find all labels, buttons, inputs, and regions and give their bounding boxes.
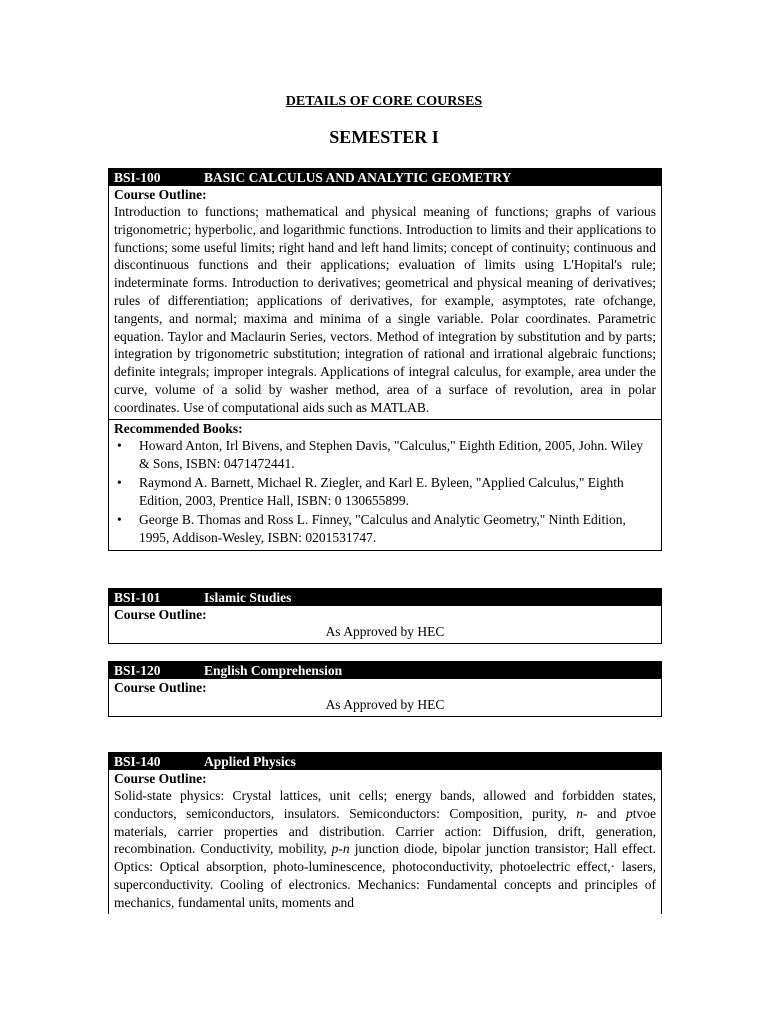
book-text: Howard Anton, Irl Bivens, and Stephen Davis, "Calculus," Eighth Edition, 2005, John. Wiley & Sons, ISBN: 0471472441. bbox=[139, 437, 644, 472]
course-outline-section bbox=[109, 606, 661, 643]
course-outline-label: Course Outline: bbox=[114, 680, 207, 695]
list-item bbox=[114, 474, 656, 511]
bullet-icon: • bbox=[117, 437, 122, 453]
outline-text-part: Solid-state physics: Crystal lattices, unit cells; energy bands, allowed and forbidden states, conductors, semiconductors, insulators. Semiconductors: Composition, purity, bbox=[114, 788, 656, 821]
course-name: Applied Physics bbox=[204, 754, 296, 769]
course-outline-label: Course Outline: bbox=[114, 607, 207, 622]
course-name: BASIC CALCULUS AND ANALYTIC GEOMETRY bbox=[204, 170, 512, 185]
outline-text-part: - and bbox=[582, 805, 626, 821]
outline-text-part: tvoe materials, carrier properties and distribution. Carrier action: Diffusion, drift, generation, recombination. Conductivity, mobility, bbox=[114, 805, 656, 857]
list-item bbox=[114, 437, 656, 474]
course-code: BSI-120 bbox=[114, 663, 161, 678]
book-text: Raymond A. Barnett, Michael R. Ziegler, and Karl E. Byleen, "Applied Calculus," Eighth Edition, 2003, Prentice Hall, ISBN: 0 130655899. bbox=[139, 474, 624, 509]
book-text: George B. Thomas and Ross L. Finney, "Calculus and Analytic Geometry," Ninth Edition, 1995, Addison-Wesley, ISBN: 0201531747. bbox=[139, 511, 626, 546]
recommended-books-label: Recommended Books: bbox=[114, 420, 243, 436]
course-outline-section bbox=[109, 186, 661, 419]
document-title: DETAILS OF CORE COURSES bbox=[285, 94, 483, 109]
course-header bbox=[109, 589, 661, 606]
course-outline-text: Introduction to functions; mathematical and physical meaning of functions; graphs of various trigonometric; hyperbolic, and logarithmic functions. Introduction to limits and their applications to functions; some useful limits; right hand and left hand limits; concept of continuity; continuous and discontinuous functions and their applications; evaluation of limits using L'Hopital's rule; indeterminate forms. Introduction to derivatives; geometrical and physical meaning of derivatives; rules of differentiation; applications of derivatives, for example, asymptotes, rate ofchange, tangents, and normal; maxima and minima of a single variable. Polar coordinates. Parametric equation. Taylor and Maclaurin Series, vectors. Method of integration by substitution and by parts; integration by trigonometric substitution; integration of rational and irrational algebraic functions; definite integrals; improper integrals. Applications of integral calculus, for example, area under the curve, volume of a solid by washer method, area of a surface of revolution, area in polar coordinates. Use of computational aids such as MATLAB. bbox=[114, 204, 656, 415]
italic-term: p bbox=[625, 805, 633, 821]
course-code: BSI-100 bbox=[114, 170, 161, 185]
list-item bbox=[114, 511, 656, 548]
course-block-bsi-140 bbox=[108, 752, 662, 914]
course-header bbox=[109, 169, 661, 186]
course-header bbox=[109, 753, 661, 770]
course-outline-text: As Approved by HEC bbox=[325, 697, 445, 712]
outline-text-part: junction diode, bipolar junction transistor; Hall effect. Optics: Optical absorption, photo-luminescence, photoconductivity, photoelectric effect,· lasers, superconductivity. Cooling of electronics. Mechanics: Fundamental concepts and principles of mechanics, fundamental units, moments and bbox=[114, 841, 656, 910]
books-list bbox=[114, 437, 656, 548]
bullet-icon: • bbox=[117, 474, 122, 490]
course-outline-text bbox=[114, 787, 656, 912]
course-name: English Comprehension bbox=[204, 663, 343, 678]
italic-term: n bbox=[576, 805, 583, 821]
italic-term: p-n bbox=[331, 841, 350, 857]
course-name: Islamic Studies bbox=[204, 590, 292, 605]
course-code: BSI-140 bbox=[114, 754, 161, 769]
semester-heading: SEMESTER I bbox=[329, 127, 439, 147]
course-outline-text: As Approved by HEC bbox=[325, 624, 445, 639]
course-code: BSI-101 bbox=[114, 590, 161, 605]
course-header bbox=[109, 662, 661, 679]
course-outline-section bbox=[109, 679, 661, 716]
course-block-bsi-120 bbox=[108, 661, 662, 717]
course-block-bsi-101 bbox=[108, 588, 662, 644]
bullet-icon: • bbox=[117, 511, 122, 527]
recommended-books-section bbox=[109, 419, 661, 550]
course-block-bsi-100 bbox=[108, 168, 662, 551]
course-outline-label: Course Outline: bbox=[114, 187, 207, 202]
course-outline-section bbox=[109, 770, 661, 914]
course-outline-label: Course Outline: bbox=[114, 771, 207, 786]
